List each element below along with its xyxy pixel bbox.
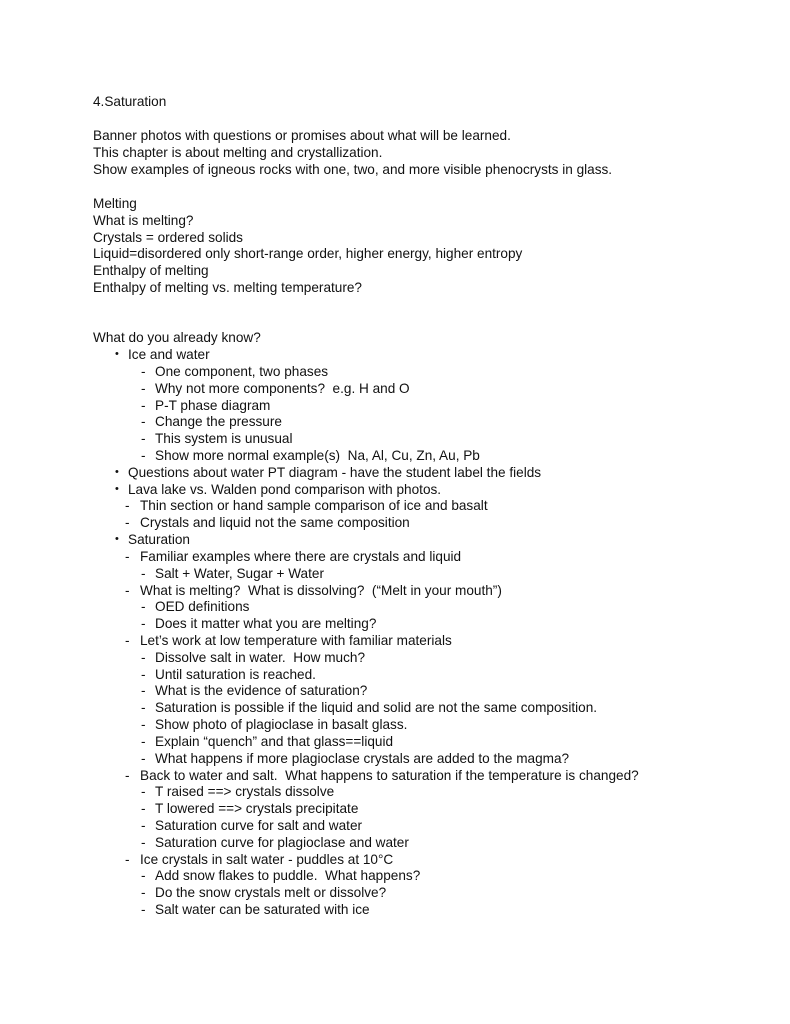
outline-item-level-3: Dissolve salt in water. How much?: [155, 649, 366, 665]
outline-item-level-2: Thin section or hand sample comparison of ice and basalt: [140, 498, 488, 514]
melting-line: Liquid=disordered only short-range order, higher energy, higher entropy: [93, 246, 523, 261]
dash-marker: -: [125, 515, 130, 531]
outline-item-level-3: Do the snow crystals melt or dissolve?: [155, 885, 387, 901]
dash-marker: -: [125, 498, 130, 514]
outline-item-level-3: What is the evidence of saturation?: [155, 683, 368, 699]
dash-marker: -: [141, 801, 146, 817]
dash-marker: -: [141, 649, 146, 665]
intro-line: Show examples of igneous rocks with one, two, and more visible phenocrysts in glass.: [93, 162, 613, 177]
bullet-marker: •: [115, 533, 119, 545]
outline-item-level-3: Why not more components? e.g. H and O: [155, 380, 410, 396]
outline-item-level-3: Until saturation is reached.: [155, 666, 316, 682]
dash-marker: -: [141, 700, 146, 716]
dash-marker: -: [141, 414, 146, 430]
outline-item-level-3: Saturation is possible if the liquid and solid are not the same composition.: [155, 700, 598, 716]
outline-item-level-1: Questions about water PT diagram - have the student label the fields: [128, 464, 542, 480]
dash-marker: -: [125, 582, 130, 598]
outline-item-level-3: Saturation curve for plagioclase and water: [155, 834, 409, 850]
dash-marker: -: [141, 683, 146, 699]
dash-marker: -: [141, 380, 146, 396]
intro-line: Banner photos with questions or promises about what will be learned.: [93, 128, 511, 143]
dash-marker: -: [141, 431, 146, 447]
outline-item-level-2: Let’s work at low temperature with familiar materials: [140, 632, 452, 648]
outline-item-level-2: Familiar examples where there are crystals and liquid: [140, 548, 462, 564]
outline-item-level-1: Saturation: [128, 532, 190, 547]
outline-item-level-3: Show more normal example(s) Na, Al, Cu, Zn, Au, Pb: [155, 447, 480, 463]
dash-marker: -: [141, 885, 146, 901]
dash-marker: -: [125, 548, 130, 564]
intro-line: This chapter is about melting and crystallization.: [93, 145, 383, 160]
dash-marker: -: [141, 834, 146, 850]
dash-marker: -: [141, 616, 146, 632]
outline-item-level-3: Saturation curve for salt and water: [155, 818, 363, 833]
outline-item-level-3: OED definitions: [155, 599, 250, 615]
outline-item-level-2: What is melting? What is dissolving? (“Melt in your mouth”): [140, 582, 502, 598]
dash-marker: -: [141, 902, 146, 918]
outline-item-level-3: Does it matter what you are melting?: [155, 616, 377, 632]
outline-item-level-1: Ice and water: [128, 347, 210, 362]
melting-line: What is melting?: [93, 213, 194, 228]
dash-marker: -: [125, 851, 130, 867]
dash-marker: -: [141, 397, 146, 413]
outline-item-level-3: Salt water can be saturated with ice: [155, 902, 370, 918]
outline-item-level-3: Salt + Water, Sugar + Water: [155, 565, 324, 581]
dash-marker: -: [141, 666, 146, 682]
dash-marker: -: [141, 733, 146, 749]
dash-marker: -: [125, 767, 130, 783]
dash-marker: -: [141, 363, 146, 379]
dash-marker: -: [141, 717, 146, 732]
melting-heading: Melting: [93, 196, 137, 211]
outline-item-level-2: Ice crystals in salt water - puddles at 10°C: [140, 851, 394, 867]
document-title: 4.Saturation: [93, 94, 167, 109]
dash-marker: -: [141, 818, 146, 833]
outline-item-level-3: What happens if more plagioclase crystals are added to the magma?: [155, 750, 570, 766]
dash-marker: -: [141, 565, 146, 581]
outline-item-level-3: Explain “quench” and that glass==liquid: [155, 733, 394, 749]
dash-marker: -: [141, 599, 146, 615]
dash-marker: -: [141, 447, 146, 463]
outline-item-level-2: Crystals and liquid not the same composition: [140, 515, 410, 531]
outline-item-level-3: This system is unusual: [155, 431, 293, 447]
know-heading: What do you already know?: [93, 330, 261, 345]
outline-item-level-3: T raised ==> crystals dissolve: [155, 784, 335, 800]
outline-item-level-3: T lowered ==> crystals precipitate: [155, 801, 359, 817]
outline-item-level-3: Add snow flakes to puddle. What happens?: [155, 868, 421, 884]
dash-marker: -: [125, 632, 130, 648]
outline-item-level-1: Lava lake vs. Walden pond comparison with photos.: [128, 481, 442, 497]
bullet-marker: •: [115, 465, 119, 478]
melting-line: Enthalpy of melting vs. melting temperature?: [93, 280, 362, 295]
outline-item-level-3: Change the pressure: [155, 414, 282, 430]
dash-marker: -: [141, 868, 146, 884]
melting-line: Crystals = ordered solids: [93, 230, 243, 245]
bullet-marker: •: [115, 482, 119, 495]
outline-item-level-3: P-T phase diagram: [155, 397, 271, 413]
outline-item-level-3: Show photo of plagioclase in basalt glass.: [155, 717, 408, 732]
dash-marker: -: [141, 784, 146, 800]
outline-item-level-2: Back to water and salt. What happens to saturation if the temperature is changed?: [140, 767, 639, 783]
melting-line: Enthalpy of melting: [93, 263, 209, 278]
bullet-marker: •: [115, 348, 119, 360]
outline-item-level-3: One component, two phases: [155, 363, 329, 379]
dash-marker: -: [141, 750, 146, 766]
